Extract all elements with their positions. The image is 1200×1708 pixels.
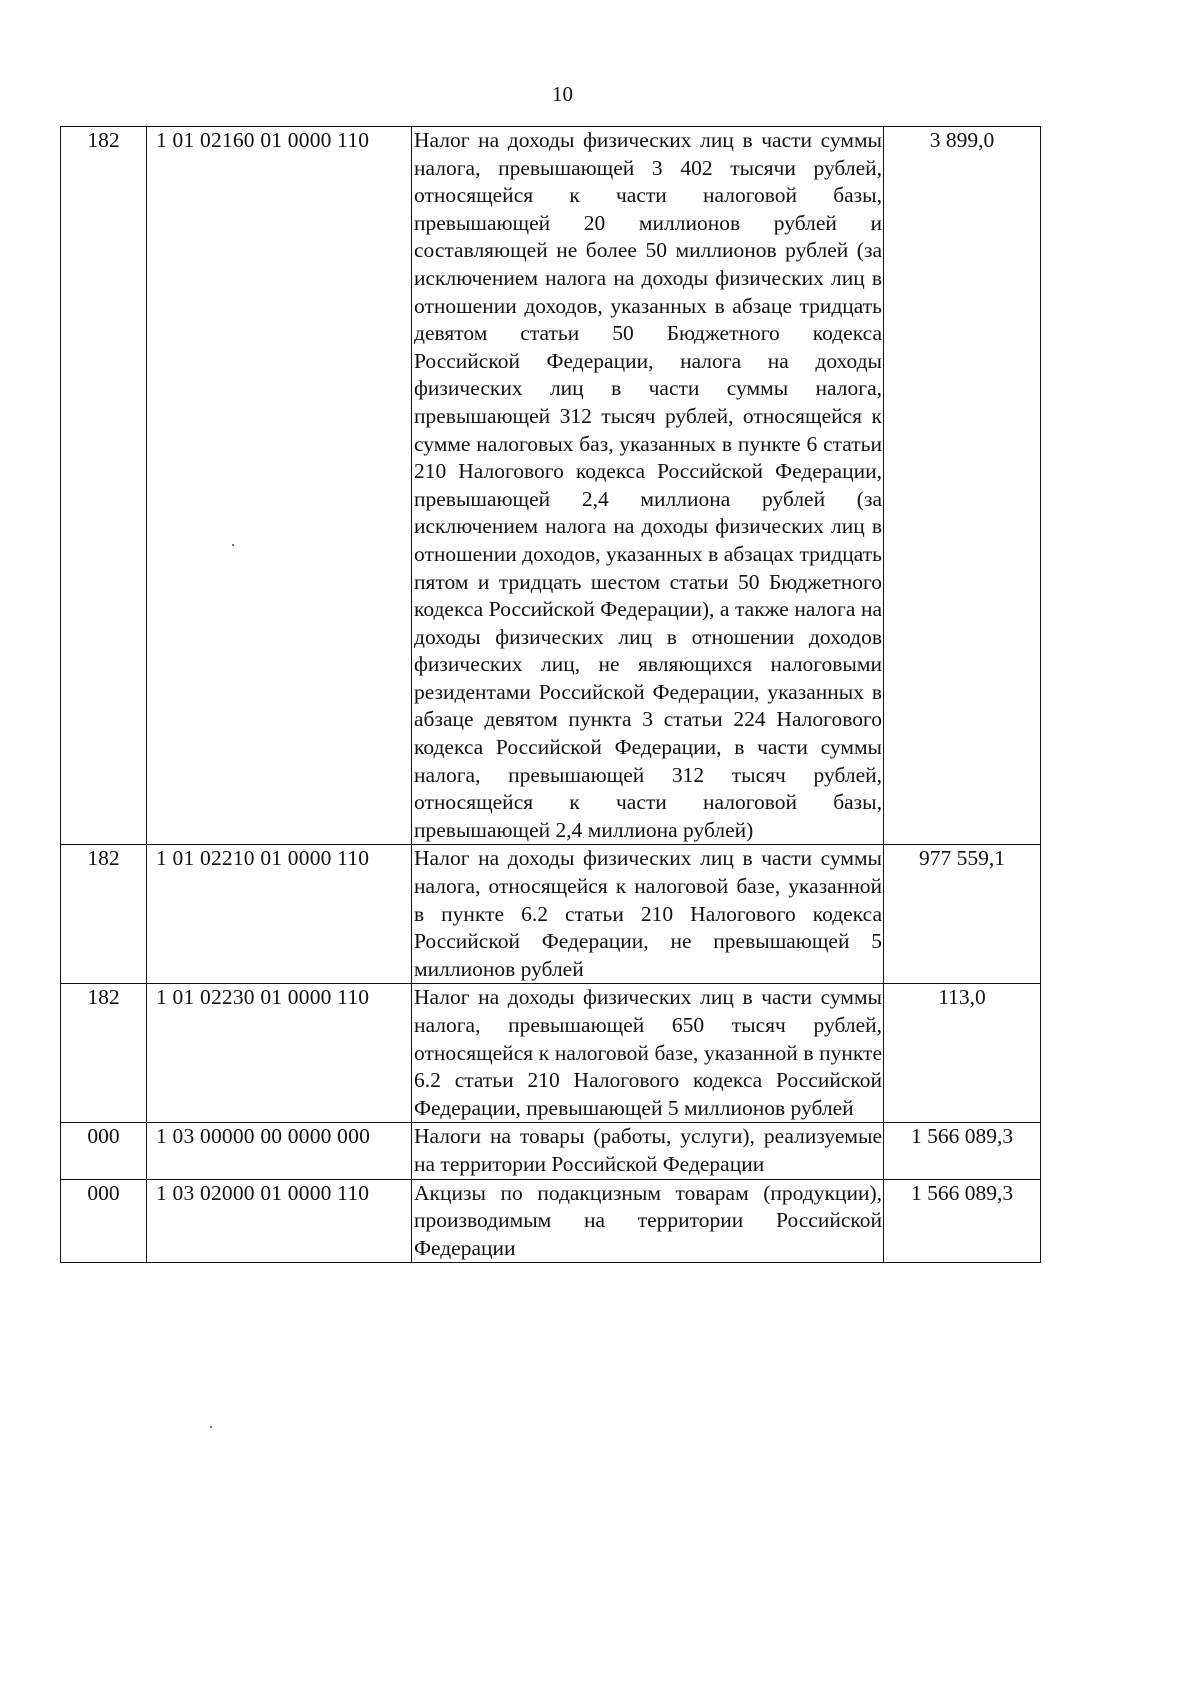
revenue-name-cell: Налог на доходы физических лиц в части суммы налога, превышающей 650 тысяч рублей, относящейся к налоговой базе, указанной в пункте 6.2 статьи 210 Налогового кодекса Российской Федерации, превышающей 5 миллионов рублей: [412, 984, 884, 1123]
kbk-code-cell: 1 01 02230 01 0000 110: [147, 984, 412, 1123]
amount-cell: 977 559,1: [884, 845, 1041, 984]
revenue-name-cell: Акцизы по подакцизным товарам (продукции), производимым на территории Российской Федерации: [412, 1179, 884, 1263]
table-row: [61, 845, 1041, 984]
kbk-code-cell: 1 03 00000 00 0000 000: [147, 1123, 412, 1179]
amount-cell: 113,0: [884, 984, 1041, 1123]
kbk-code-cell: 1 01 02210 01 0000 110: [147, 845, 412, 984]
scan-speck: [232, 544, 234, 546]
amount-cell: 1 566 089,3: [884, 1179, 1041, 1263]
revenue-name-cell: Налог на доходы физических лиц в части суммы налога, превышающей 3 402 тысячи рублей, относящейся к части налоговой базы, превышающей 20 миллионов рублей и составляющей не более 50 миллионов рублей (за исключением налога на доходы физических лиц в отношении доходов, указанных в абзаце тридцать девятом статьи 50 Бюджетного кодекса Российской Федерации, налога на доходы физических лиц в части суммы налога, превышающей 312 тысяч рублей, относящейся к сумме налоговых баз, указанных в пункте 6 статьи 210 Налогового кодекса Российской Федерации, превышающей 2,4 миллиона рублей (за исключением налога на доходы физических лиц в отношении доходов, указанных в абзацах тридцать пятом и тридцать шестом статьи 50 Бюджетного кодекса Российской Федерации), а также налога на доходы физических лиц в отношении доходов физических лиц, не являющихся налоговыми резидентами Российской Федерации, указанных в абзаце девятом пункта 3 статьи 224 Налогового кодекса Российской Федерации, в части суммы налога, превышающей 312 тысяч рублей, относящейся к части налоговой базы, превышающей 2,4 миллиона рублей): [412, 127, 884, 845]
table-row: [61, 1179, 1041, 1263]
revenue-name-cell: Налог на доходы физических лиц в части суммы налога, относящейся к налоговой базе, указанной в пункте 6.2 статьи 210 Налогового кодекса Российской Федерации, не превышающей 5 миллионов рублей: [412, 845, 884, 984]
admin-code-cell: 182: [61, 127, 147, 845]
revenue-name-cell: Налоги на товары (работы, услуги), реализуемые на территории Российской Федерации: [412, 1123, 884, 1179]
admin-code-cell: 000: [61, 1179, 147, 1263]
table-row: [61, 127, 1041, 845]
revenue-table: [60, 126, 1041, 1263]
admin-code-cell: 000: [61, 1123, 147, 1179]
kbk-code-cell: 1 03 02000 01 0000 110: [147, 1179, 412, 1263]
scan-speck: [210, 1426, 212, 1428]
amount-cell: 1 566 089,3: [884, 1123, 1041, 1179]
admin-code-cell: 182: [61, 845, 147, 984]
amount-cell: 3 899,0: [884, 127, 1041, 845]
kbk-code-cell: 1 01 02160 01 0000 110: [147, 127, 412, 845]
table-row: [61, 984, 1041, 1123]
page-number: 10: [552, 82, 573, 106]
table-row: [61, 1123, 1041, 1179]
admin-code-cell: 182: [61, 984, 147, 1123]
